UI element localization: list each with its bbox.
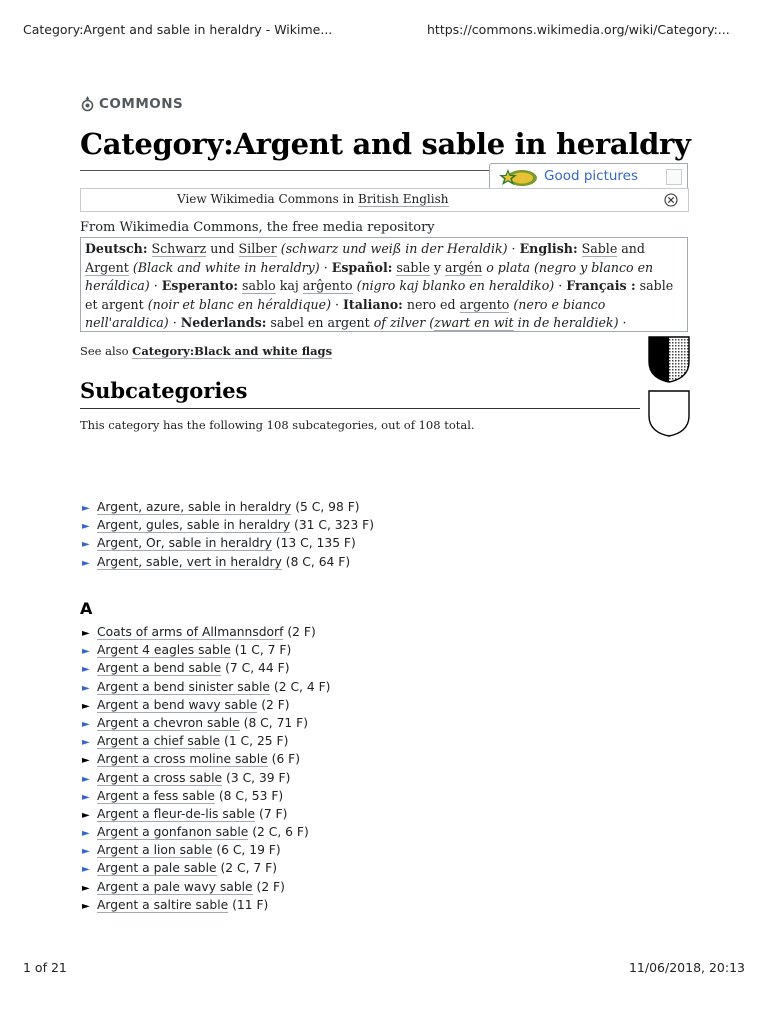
subcategory-count: (6 C, 19 F) [216, 843, 281, 858]
subcategory-count: (1 C, 7 F) [234, 643, 292, 658]
subcategory-count: (1 C, 25 F) [224, 734, 289, 749]
subcategory-link[interactable]: Argent a fleur-de-lis sable [97, 806, 256, 821]
leaf-arrow-icon: ► [82, 900, 90, 912]
term-text: sabel en argent [270, 315, 370, 330]
lang-label: Français : [566, 278, 636, 293]
subcategory-link[interactable]: Argent, Or, sable in heraldry [97, 536, 272, 551]
leaf-arrow-icon: ► [82, 882, 90, 894]
conjunction: ed [436, 296, 460, 312]
term-link[interactable]: sablo [242, 278, 276, 293]
subcategory-count: (31 C, 323 F) [294, 518, 375, 533]
language-banner [80, 188, 689, 212]
subcategory-link[interactable]: Argent a pale wavy sable [97, 879, 253, 894]
subcategories-divider [80, 408, 640, 409]
commons-logo[interactable] [80, 95, 183, 113]
lang-label: English: [519, 241, 578, 256]
subcategory-link[interactable]: Argent a chevron sable [97, 715, 240, 730]
expand-arrow-icon[interactable]: ► [82, 773, 90, 785]
gloss: in de heraldiek) [513, 315, 619, 330]
subcategory-list-a [82, 623, 330, 914]
list-item [82, 841, 330, 859]
title-divider [80, 170, 490, 171]
multilingual-description: Deutsch: Schwarz und Silber (schwarz und weiß in der Heraldik) · English: Sable and Argent (Black and white in heraldry) · Español: sable y argén o plata (negro y blanco en heráldica) · Esperanto: sablo kaj arĝento (nigro kaj blanko en heraldiko) · Français : sable et argent (noir et blanc en héraldique) · Italiano: nero ed argento (nero e bianco nell'araldica) · Nederlands: sabel en argent of zilver (zwart en wit in de heraldiek) · [80, 237, 688, 332]
gloss: (schwarz und weiß in der Heraldik) [280, 241, 508, 256]
subcategory-link[interactable]: Argent, azure, sable in heraldry [97, 500, 292, 514]
term-link[interactable]: Argent [85, 259, 129, 275]
list-item [82, 498, 374, 516]
subcategory-link[interactable]: Argent a chief sable [97, 734, 221, 749]
subcategory-count: (13 C, 135 F) [275, 536, 356, 551]
print-header-title: Category:Argent and sable in heraldry - Wikime... [23, 22, 333, 37]
expand-arrow-icon[interactable]: ► [82, 846, 90, 858]
gloss: of zilver ( [373, 315, 435, 330]
subcategories-info: This category has the following 108 subcategories, out of 108 total. [80, 418, 475, 432]
conjunction: y [429, 259, 446, 275]
expand-arrow-icon[interactable]: ► [82, 864, 90, 876]
expand-arrow-icon[interactable]: ► [82, 539, 90, 551]
term-link[interactable]: argento [459, 296, 510, 312]
subcategory-count: (2 C, 6 F) [252, 825, 309, 840]
gloss-link[interactable]: zwart en wit [434, 315, 514, 330]
site-subtitle: From Wikimedia Commons, the free media repository [80, 220, 435, 235]
subcategory-link[interactable]: Argent, gules, sable in heraldry [97, 518, 291, 533]
expand-arrow-icon[interactable]: ► [82, 828, 90, 840]
subcategory-link[interactable]: Argent a pale sable [97, 861, 217, 876]
expand-arrow-icon[interactable]: ► [82, 646, 90, 658]
lang-label: Esperanto: [161, 278, 239, 293]
list-item [82, 641, 330, 659]
language-link[interactable]: British English [358, 192, 449, 206]
term-link[interactable]: Sable [581, 241, 618, 256]
list-item [82, 787, 330, 805]
gloss: (Black and white in heraldry) [132, 259, 320, 275]
print-header-url: https://commons.wikimedia.org/wiki/Category:... [427, 22, 730, 37]
list-item [82, 516, 374, 534]
term-link[interactable]: sable [396, 259, 430, 275]
expand-arrow-icon[interactable]: ► [82, 521, 90, 533]
leaf-arrow-icon: ► [82, 700, 90, 712]
conjunction: und [206, 241, 239, 256]
close-icon[interactable] [664, 193, 678, 207]
leaf-arrow-icon: ► [82, 755, 90, 767]
list-item [82, 805, 330, 823]
subcategory-count: (2 C, 7 F) [220, 861, 278, 876]
see-also [80, 344, 332, 358]
subcategory-count: (7 F) [259, 806, 288, 821]
leaf-arrow-icon: ► [82, 628, 90, 639]
term-link[interactable]: argén [445, 259, 483, 275]
list-item [82, 896, 330, 914]
list-item [82, 553, 374, 571]
list-item [82, 678, 330, 696]
subcategory-count: (5 C, 98 F) [295, 500, 360, 514]
subcategory-count: (2 F) [261, 697, 290, 712]
gloss: (negro y blanco en heráldica) [85, 259, 654, 293]
subcategory-list-top [82, 498, 374, 571]
list-item [82, 878, 330, 896]
leaf-arrow-icon: ► [82, 809, 90, 821]
list-item [82, 859, 330, 877]
subcategory-link[interactable]: Argent a cross moline sable [97, 752, 268, 767]
list-item [82, 769, 330, 787]
list-item [82, 659, 330, 677]
term-link[interactable]: arĝento [302, 278, 353, 293]
lang-label: Italiano: [343, 296, 403, 312]
expand-arrow-icon[interactable]: ► [82, 791, 90, 803]
subcategory-link[interactable]: Argent a cross sable [97, 770, 223, 785]
term-link[interactable]: Silber [238, 241, 277, 256]
good-pictures-badge-icon [496, 166, 540, 188]
good-pictures-toggle[interactable] [659, 163, 688, 190]
list-item [82, 696, 330, 714]
good-pictures-button[interactable] [489, 163, 661, 190]
subcategory-count: (3 C, 39 F) [226, 770, 291, 785]
subcategory-link[interactable]: Argent 4 eagles sable [97, 643, 231, 658]
print-footer-timestamp: 11/06/2018, 20:13 [628, 960, 745, 975]
list-item [82, 732, 330, 750]
language-banner-text [177, 192, 449, 206]
subcategory-link[interactable]: Argent a fess sable [97, 788, 215, 803]
expand-arrow-icon[interactable]: ► [82, 557, 90, 569]
subcategory-count: (8 C, 53 F) [218, 788, 284, 803]
list-item [82, 534, 374, 552]
expand-arrow-icon[interactable]: ► [82, 682, 90, 694]
subcategory-count: (11 F) [232, 897, 269, 912]
subcategory-count: (7 C, 44 F) [225, 661, 290, 676]
sable-argent-shield-icon [648, 336, 690, 384]
subcategory-count: (2 C, 4 F) [273, 679, 331, 694]
argent-shield-icon [648, 390, 690, 438]
subcategories-heading: Subcategories [80, 378, 248, 403]
gloss: o plata [482, 259, 534, 275]
subcategory-count: (6 F) [271, 752, 301, 767]
see-also-prefix: See also [80, 344, 133, 358]
toggle-box [666, 169, 682, 185]
expand-arrow-icon[interactable]: ► [82, 737, 90, 749]
gloss: (nigro kaj blanko en heraldiko) [356, 278, 555, 293]
list-item [82, 750, 330, 768]
page-title: Category:Argent and sable in heraldry [80, 127, 691, 161]
commons-logo-icon [80, 95, 95, 113]
expand-arrow-icon[interactable]: ► [82, 718, 90, 730]
term-link[interactable]: Schwarz [151, 241, 207, 256]
lang-label: Deutsch: [85, 241, 148, 256]
section-letter: A [80, 599, 93, 618]
subcategory-count: (2 F) [256, 879, 285, 894]
term-text: nero [406, 296, 437, 312]
subcategory-link[interactable]: Argent a bend sinister sable [97, 679, 270, 694]
subcategory-link[interactable]: Argent a gonfanon sable [97, 825, 249, 840]
subcategory-count: (8 C, 64 F) [285, 554, 351, 569]
term-text: sable et argent [85, 278, 674, 312]
list-item [82, 623, 330, 641]
good-pictures-label: Good pictures [544, 168, 639, 184]
lang-label: Español: [331, 259, 393, 275]
gloss: (nero e bianco nell'araldica) [85, 296, 606, 330]
conjunction: kaj [275, 278, 303, 293]
commons-logo-text: COMMONS [99, 96, 184, 112]
language-banner-prefix: View Wikimedia Commons in [177, 192, 358, 206]
subcategory-count: (2 F) [287, 625, 316, 639]
subcategory-link[interactable]: Argent a saltire sable [97, 897, 229, 912]
expand-arrow-icon[interactable]: ► [82, 664, 90, 676]
subcategory-link[interactable]: Argent, sable, vert in heraldry [97, 554, 282, 569]
subcategory-link[interactable]: Argent a lion sable [97, 843, 213, 858]
gloss: (noir et blanc en héraldique) [147, 296, 332, 312]
conjunction: and [617, 241, 645, 256]
print-footer-page-number: 1 of 21 [23, 960, 67, 975]
list-item [82, 714, 330, 732]
see-also-link[interactable]: Category:Black and white flags [132, 344, 333, 358]
expand-arrow-icon[interactable]: ► [82, 503, 90, 514]
lang-label: Nederlands: [180, 315, 267, 330]
list-item [82, 823, 330, 841]
subcategory-count: (8 C, 71 F) [243, 715, 309, 730]
subcategory-link[interactable]: Argent a bend wavy sable [97, 697, 258, 712]
subcategory-link[interactable]: Argent a bend sable [97, 661, 222, 676]
subcategory-link[interactable]: Coats of arms of Allmannsdorf [97, 625, 284, 639]
